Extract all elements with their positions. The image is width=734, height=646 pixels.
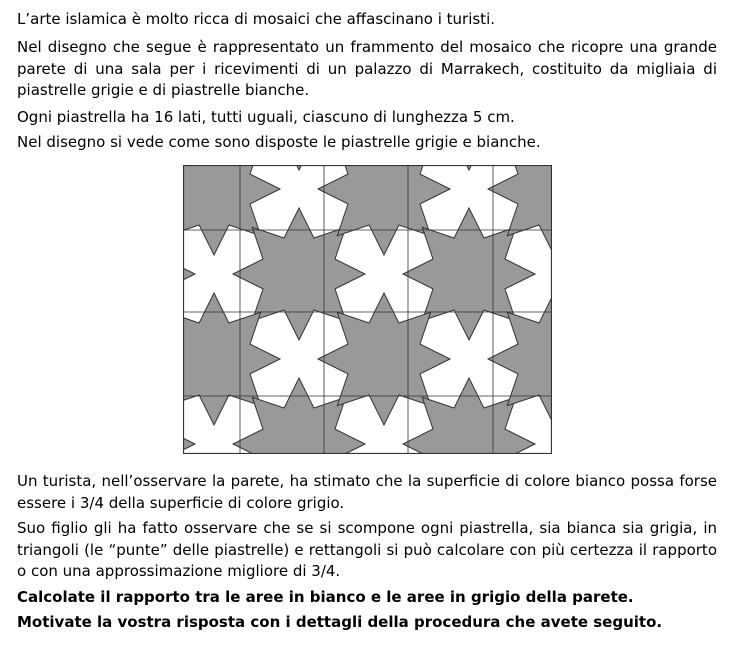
mosaic-figure <box>183 165 552 454</box>
outro-paragraph-2: Suo figlio gli ha fatto osservare che se si scompone ogni piastrella, sia bianca sia grigia, in triangoli (le “punte” delle piastrelle) e rettangoli si può calcolare con più certezza il rapporto o con una approssimazione migliore di 3/4. <box>17 519 717 580</box>
intro-paragraph-3: Ogni piastrella ha 16 lati, tutti uguali, ciascuno di lunghezza 5 cm. <box>17 108 515 126</box>
outro-paragraph-1: Un turista, nell’osservare la parete, ha stimato che la superficie di colore bianco possa forse essere i 3/4 della superficie di colore grigio. <box>17 472 717 512</box>
question-1: Calcolate il rapporto tra le aree in bianco e le aree in grigio della parete. <box>17 588 634 606</box>
question-2: Motivate la vostra risposta con i dettagli della procedura che avete seguito. <box>17 613 663 631</box>
intro-paragraph-1: L’arte islamica è molto ricca di mosaici che affascinano i turisti. <box>17 10 496 28</box>
intro-paragraph-4: Nel disegno si vede come sono disposte le piastrelle grigie e bianche. <box>17 133 541 151</box>
intro-paragraph-2: Nel disegno che segue è rappresentato un frammento del mosaico che ricopre una grande parete di una sala per i ricevimenti di un palazzo di Marrakech, costituito da migliaia di piastrelle grigie e di piastrelle bianche. <box>17 38 717 99</box>
